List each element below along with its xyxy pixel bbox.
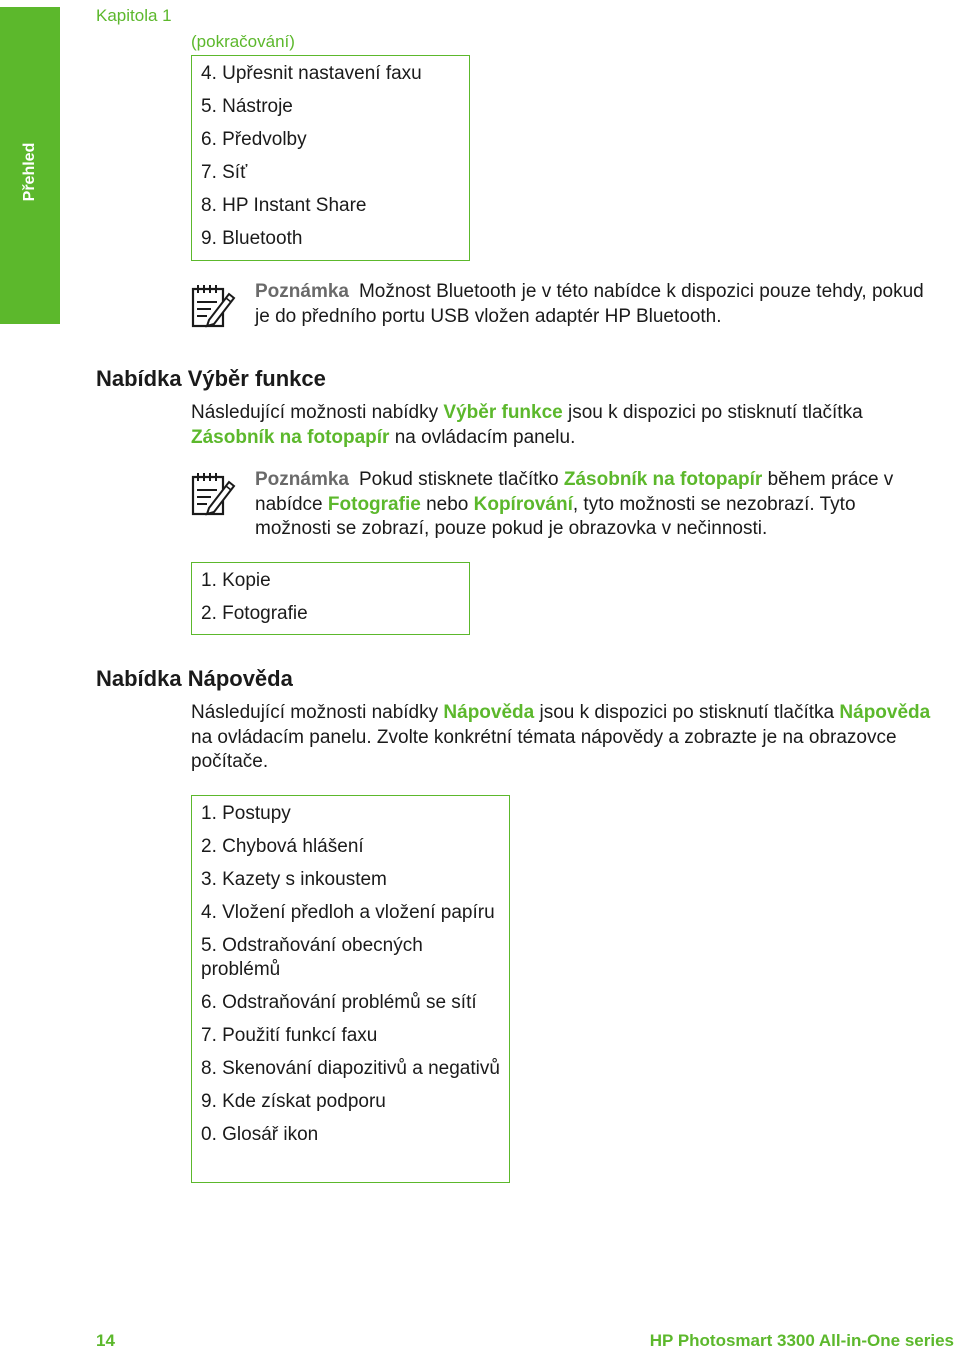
menu-item: 5. Odstraňování obecných problémů [201, 935, 423, 980]
note-photo-tray [191, 468, 931, 544]
menu-item: 1. Kopie [201, 570, 271, 591]
note-body: Možnost Bluetooth je v této nabídce k dispozici pouze tehdy, pokud je do předního portu USB vložen adaptér HP Bluetooth. [255, 281, 924, 327]
text-run: jsou k dispozici po stisknutí tlačítka [534, 702, 840, 723]
menu-item: 5. Nástroje [201, 96, 293, 117]
menu-item: 2. Chybová hlášení [201, 836, 364, 857]
menu-item: 1. Postupy [201, 803, 291, 824]
menu-item: 8. Skenování diapozitivů a negativů [201, 1058, 500, 1079]
menu-item: 3. Kazety s inkoustem [201, 869, 387, 890]
menu-item: 4. Vložení předloh a vložení papíru [201, 902, 495, 923]
text-run: Následující možnosti nabídky [191, 702, 444, 723]
section-paragraph-select [191, 401, 936, 450]
highlight-term: Nápověda [443, 702, 535, 723]
note-label: Poznámka [255, 469, 349, 490]
section-paragraph-help [191, 701, 936, 775]
menu-item: 6. Předvolby [201, 129, 307, 150]
menu-item: 6. Odstraňování problémů se sítí [201, 992, 477, 1013]
product-title: HP Photosmart 3300 All-in-One series [649, 1331, 954, 1350]
menu-list-help [191, 795, 510, 1183]
highlight-term: Výběr funkce [443, 402, 563, 423]
highlight-term: Nápověda [839, 702, 931, 723]
highlight-term: Fotografie [327, 493, 421, 515]
note-text [255, 280, 931, 329]
side-tab-label: Přehled [21, 142, 38, 202]
text-run: na ovládacím panelu. [389, 426, 576, 448]
section-heading-select: Nabídka Výběr funkce [96, 366, 326, 391]
menu-list-select [191, 562, 470, 635]
menu-item: 2. Fotografie [201, 603, 308, 624]
menu-item: 9. Kde získat podporu [201, 1091, 386, 1112]
note-pad-icon [191, 282, 237, 328]
text-run: Pokud stisknete tlačítko [358, 469, 564, 490]
menu-item: 8. HP Instant Share [201, 195, 367, 216]
text-run: , tyto možnosti se nezobrazí. Tyto možnosti se zobrazí, pouze pokud je obrazovka v nečinnosti. [255, 493, 856, 539]
note-label: Poznámka [255, 281, 349, 302]
chapter-label: Kapitola 1 [96, 6, 172, 25]
highlight-term: Zásobník na fotopapír [191, 426, 390, 448]
note-bluetooth [191, 280, 931, 332]
highlight-term: Kopírování [473, 493, 573, 515]
text-run: jsou k dispozici po stisknutí tlačítka [562, 402, 863, 423]
text-run: během práce v nabídce [255, 469, 894, 515]
note-text [255, 468, 931, 542]
menu-list-settings [191, 55, 470, 261]
menu-item: 9. Bluetooth [201, 228, 303, 249]
text-run: Následující možnosti nabídky [191, 402, 444, 423]
menu-item: 0. Glosář ikon [201, 1124, 319, 1145]
text-run: nebo [420, 493, 474, 515]
note-pad-icon [191, 470, 237, 516]
page-number: 14 [96, 1331, 115, 1350]
menu-item: 7. Síť [201, 162, 248, 183]
highlight-term: Zásobník na fotopapír [563, 469, 763, 490]
menu-item: 4. Upřesnit nastavení faxu [201, 63, 422, 84]
continued-label: (pokračování) [191, 32, 295, 51]
text-run: na ovládacím panelu. Zvolte konkrétní témata nápovědy a zobrazte je na obrazovce počítače. [191, 726, 897, 772]
menu-item: 7. Použití funkcí faxu [201, 1025, 378, 1046]
side-tab [0, 7, 60, 324]
section-heading-help: Nabídka Nápověda [96, 666, 293, 691]
